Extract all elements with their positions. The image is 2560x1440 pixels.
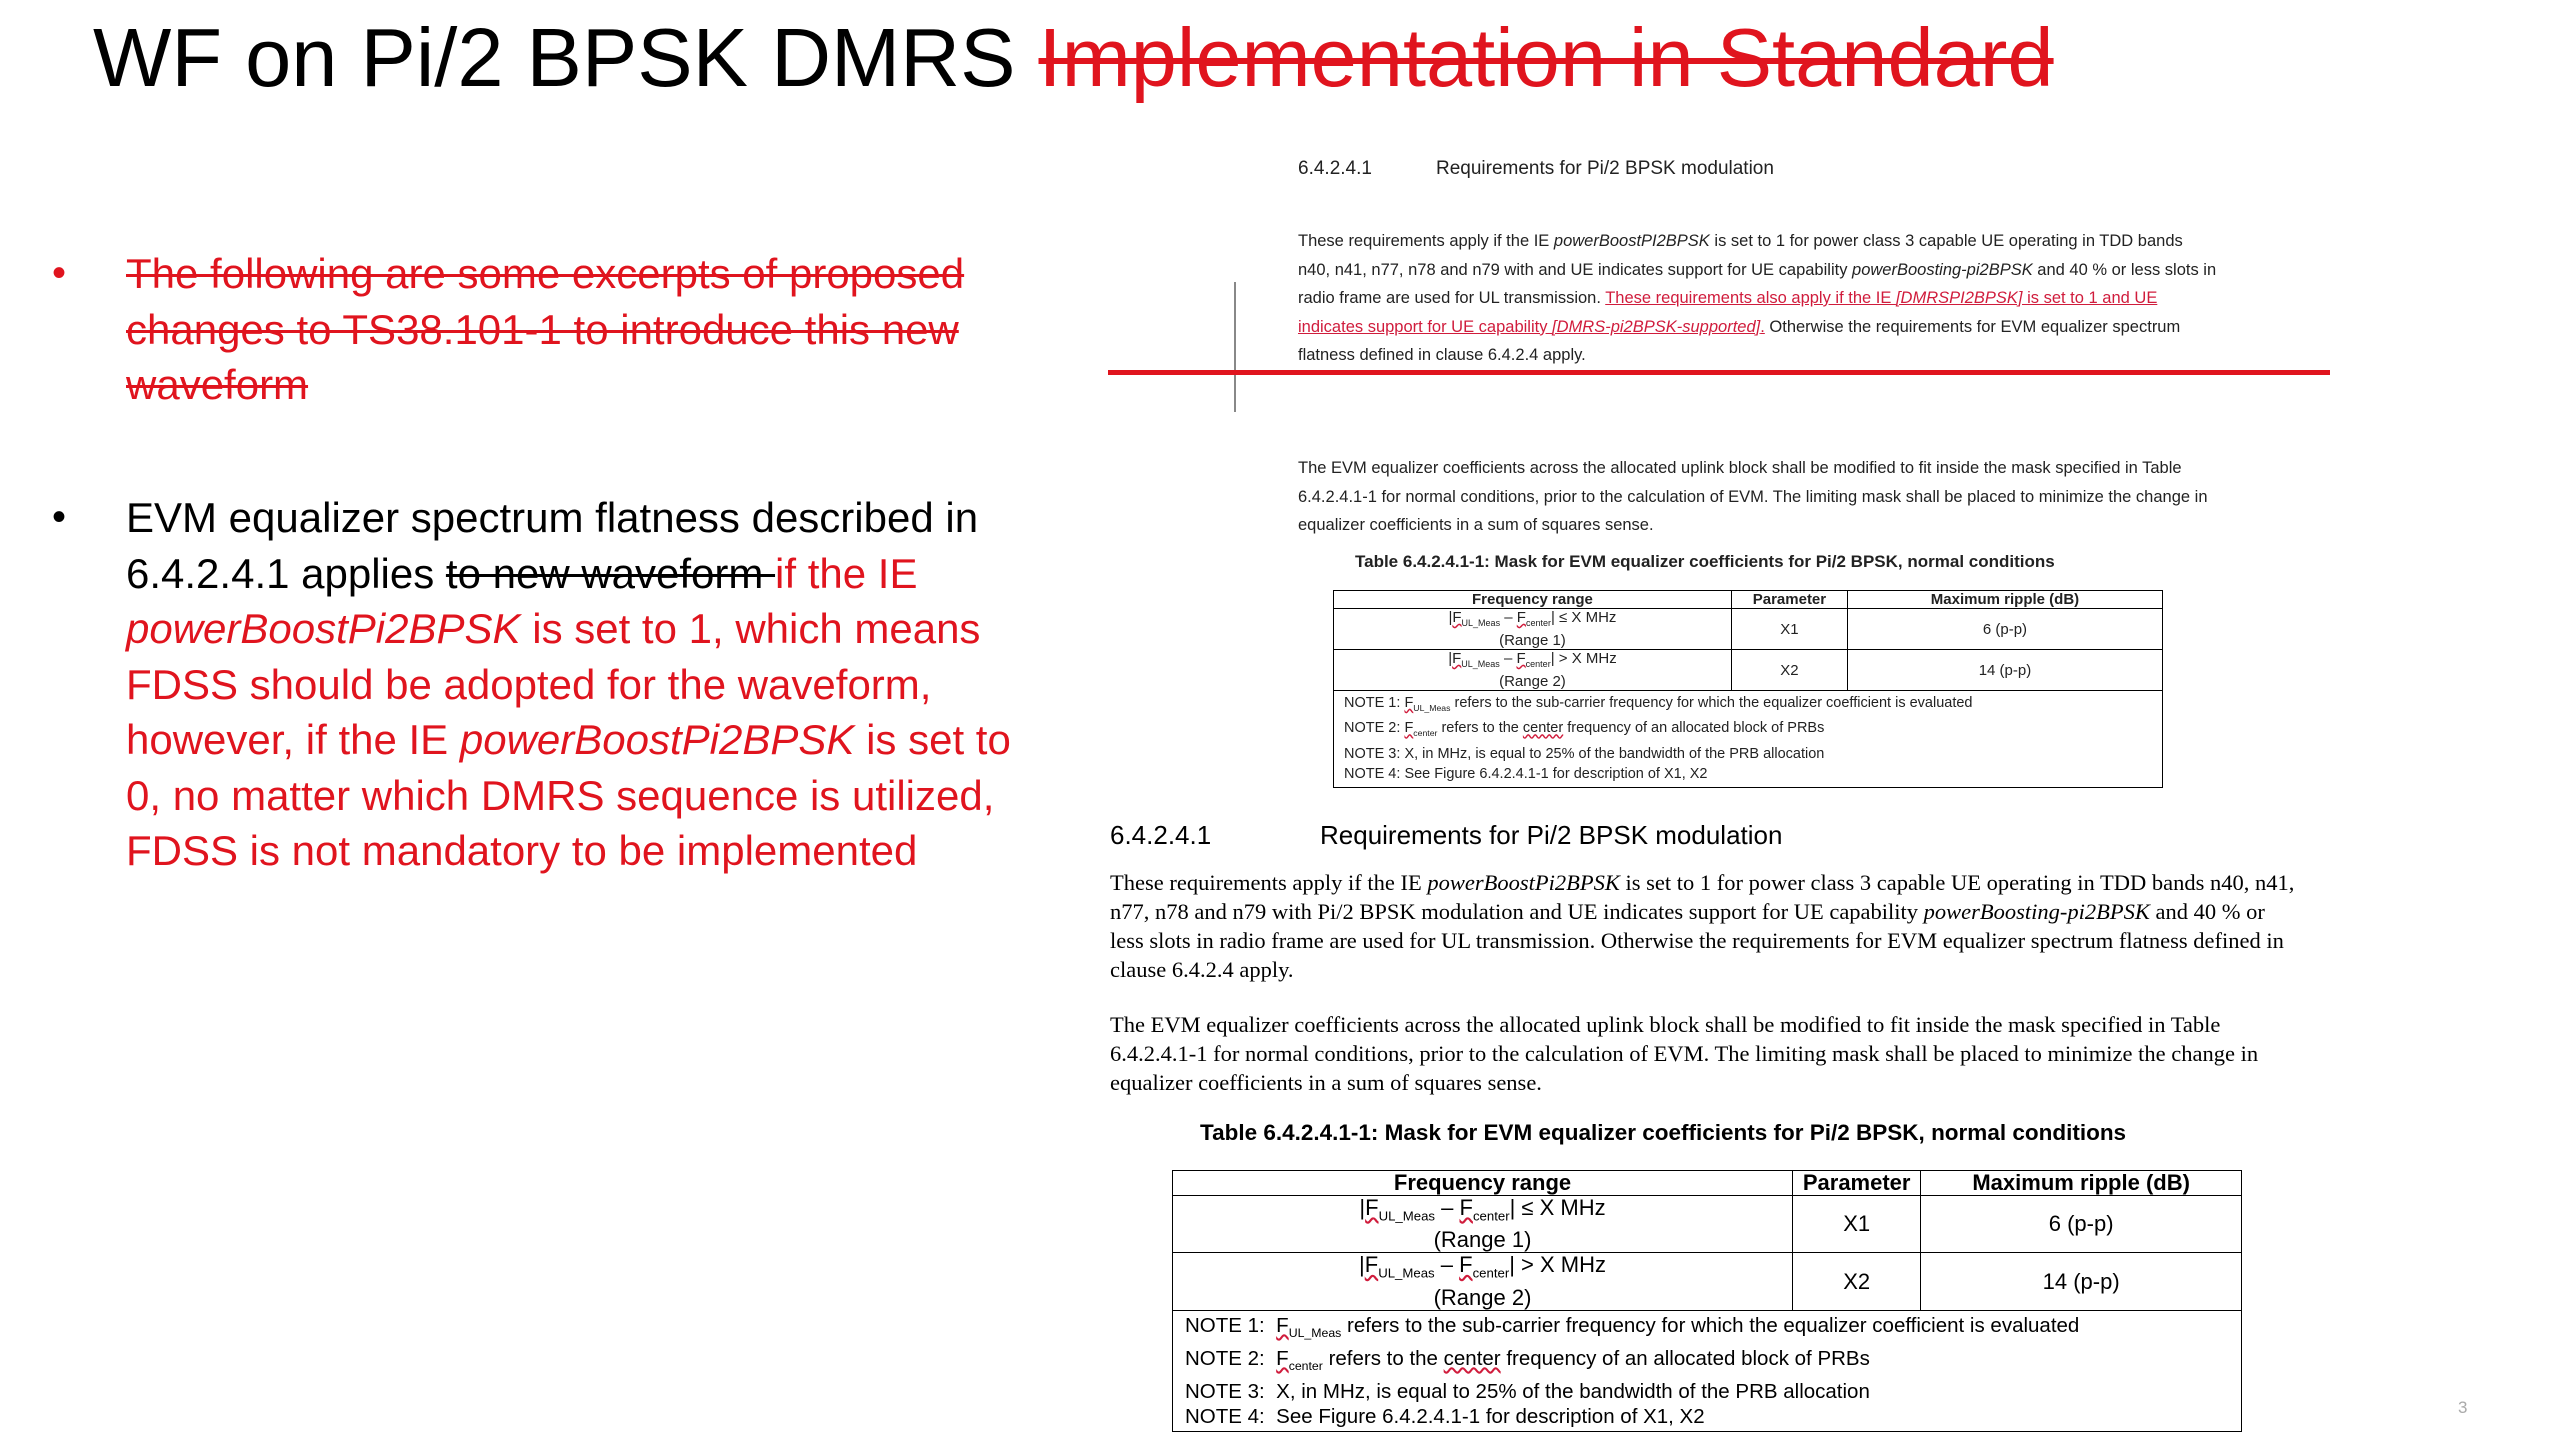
note-label: NOTE 2:	[1185, 1346, 1265, 1370]
f-sub: center	[1413, 728, 1438, 739]
note-text: See Figure 6.4.2.4.1-1 for description of X1, X2	[1276, 1404, 1705, 1428]
note-2	[1185, 1346, 2229, 1379]
f-symbol: F	[1276, 1313, 1289, 1337]
note-text: center	[1443, 1346, 1501, 1370]
param-x1: X1	[1731, 609, 1847, 650]
page-number: 3	[2458, 1398, 2468, 1417]
range-label: (Range 2)	[1433, 1284, 1532, 1310]
lower-paragraph-2: The EVM equalizer coefficients across the allocated uplink block shall be modified to fit inside the mask specified in Table 6.4.2.4.1-1 for normal conditions, prior to the calculation of EVM. The limiting mask shall be placed to minimize the change in equalizer coefficients in a sum of squares sense.	[1110, 1012, 2259, 1095]
note-1	[1185, 1313, 2229, 1346]
f-sub: center	[1472, 1265, 1510, 1281]
range-condition: ≤ X MHz	[1515, 1195, 1606, 1220]
title-main: WF on Pi/2 BPSK DMRS	[93, 11, 1039, 104]
range2-cell: $|F_{UL\_Meas} - F_{center}| > X$ MHz (Range 2)	[1173, 1253, 1793, 1310]
f-sub: center	[1525, 659, 1551, 669]
text-run: and 40 % or less slots in radio frame are used for UL transmission.	[1298, 260, 2217, 307]
lower-clause-title: Requirements for Pi/2 BPSK modulation	[1320, 820, 1783, 850]
bullet2-part1: EVM equalizer spectrum flatness described in 6.4.2.4.1 applies	[126, 494, 979, 597]
note-1	[1344, 693, 2152, 718]
f-symbol: F	[1365, 1195, 1379, 1220]
lower-paragraph-1	[1110, 868, 2300, 984]
range-condition: ≤ X MHz	[1554, 609, 1617, 626]
ie-name: powerBoostPi2BPSK	[1427, 870, 1620, 895]
header-max-ripple: Maximum ripple (dB)	[1847, 591, 2162, 609]
note-label: NOTE 3:	[1185, 1379, 1265, 1403]
header-parameter: Parameter	[1793, 1171, 1921, 1196]
header-parameter: Parameter	[1731, 591, 1847, 609]
note-text: center	[1522, 720, 1564, 737]
inserted-text: .	[1760, 317, 1765, 336]
upper-paragraph-1	[1298, 227, 2218, 370]
upper-clause-title: Requirements for Pi/2 BPSK modulation	[1436, 158, 1774, 179]
param-x1: X1	[1793, 1196, 1921, 1253]
note-label: NOTE 1:	[1185, 1313, 1265, 1337]
range1-cell: $|F_{UL\_Meas} - F_{center}| \le X$ MHz (Range 1)	[1173, 1196, 1793, 1253]
note-text: refers to the	[1437, 720, 1523, 737]
param-x2: X2	[1731, 650, 1847, 691]
bullet2-red-b: is set to 1, which means FDSS should be adopted for the waveform, however, if the IE	[126, 605, 981, 763]
note-text: frequency of an allocated block of PRBs	[1563, 720, 1825, 737]
range-condition: > X MHz	[1554, 650, 1617, 667]
param-x2: X2	[1793, 1253, 1921, 1310]
f-symbol: F	[1459, 1252, 1473, 1278]
header-frequency-range: Frequency range	[1334, 591, 1732, 609]
note-label: NOTE 4:	[1344, 766, 1401, 783]
ripple-range2: 14 (p-p)	[1847, 650, 2162, 691]
capability-name: powerBoosting-pi2BPSK	[1923, 899, 2150, 924]
ie-name: powerBoostPI2BPSK	[1553, 232, 1710, 250]
lower-clause-number: 6.4.2.4.1	[1110, 820, 1212, 850]
f-symbol: F	[1276, 1346, 1289, 1370]
lower-mask-table	[1172, 1170, 2242, 1432]
note-3	[1185, 1379, 2229, 1404]
text-run: These requirements apply if the IE	[1110, 870, 1428, 895]
inserted-text: These requirements also apply if the IE	[1605, 289, 1896, 307]
capability-name: powerBoosting-pi2BPSK	[1852, 260, 2033, 279]
bullet2-red-a: if the IE	[775, 549, 918, 597]
note-4	[1344, 764, 2152, 785]
table-notes	[1334, 691, 2163, 788]
f-symbol: F	[1404, 720, 1414, 737]
f-sub: UL_Meas	[1413, 702, 1451, 713]
bullet-marker: •	[52, 495, 67, 539]
note-text: refers to the sub-carrier frequency for which the equalizer coefficient is evaluated	[1341, 1313, 2080, 1337]
f-sub: UL_Meas	[1288, 1325, 1342, 1340]
upper-mask-table	[1333, 590, 2163, 788]
note-4	[1185, 1404, 2229, 1429]
header-frequency-range: Frequency range	[1173, 1171, 1793, 1196]
ripple-range1: 6 (p-p)	[1921, 1196, 2242, 1253]
bullet2-red-c: is set to 0, no matter which DMRS sequence is utilized, FDSS is not mandatory to be implemented	[126, 716, 1011, 874]
note-2	[1344, 718, 2152, 743]
f-symbol: F	[1404, 695, 1414, 711]
upper-clause-heading	[1298, 158, 1774, 180]
lower-table-caption: Table 6.4.2.4.1-1: Mask for EVM equalizer coefficients for Pi/2 BPSK, normal conditions	[1200, 1120, 2127, 1145]
f-sub: center	[1288, 1358, 1323, 1373]
bullet2-ie-name-a: powerBoostPi2BPSK	[126, 605, 521, 652]
note-text: refers to the sub-carrier frequency for which the equalizer coefficient is evaluated	[1450, 695, 1973, 711]
note-3	[1344, 744, 2152, 765]
red-strike-line	[1108, 370, 2330, 375]
note-text: X, in MHz, is equal to 25% of the bandwidth of the PRB allocation	[1404, 745, 1825, 762]
inserted-text: is set to 1 and UE indicates support for UE capability	[1298, 289, 2158, 336]
title-struck-text: Implementation in Standard	[1038, 11, 2054, 104]
f-sub: UL_Meas	[1461, 659, 1500, 669]
upper-clause-number: 6.4.2.4.1	[1298, 158, 1372, 179]
range-label: (Range 2)	[1499, 673, 1566, 690]
f-symbol: F	[1459, 1195, 1473, 1220]
text-run: These requirements apply if the IE	[1298, 232, 1554, 250]
range-condition: > X MHz	[1514, 1252, 1607, 1278]
note-text: X, in MHz, is equal to 25% of the bandwidth of the PRB allocation	[1276, 1379, 1870, 1403]
f-symbol: F	[1516, 650, 1526, 667]
note-text: refers to the	[1322, 1346, 1444, 1370]
bullet2-struck: to new waveform	[445, 549, 776, 597]
bullet1-text: The following are some excerpts of proposed changes to TS38.101-1 to introduce this new waveform	[126, 250, 965, 408]
text-run: is set to 1 for power class 3 capable UE operating in TDD bands n40, n41, n77, n78 and n79 with Pi/2 BPSK modulation and UE indicates support for UE capability	[1110, 870, 2295, 924]
inserted-capability-name: [DMRS-pi2BPSK-supported]	[1552, 317, 1761, 336]
bullet-marker: •	[52, 251, 67, 295]
f-sub: UL_Meas	[1378, 1265, 1435, 1281]
revision-bar	[1234, 282, 1236, 412]
bullet2-ie-name-b: powerBoostPi2BPSK	[459, 716, 855, 763]
note-label: NOTE 4:	[1185, 1404, 1265, 1428]
f-sub: center	[1525, 618, 1551, 628]
bullet2-text	[126, 490, 1056, 879]
note-text: frequency of an allocated block of PRBs	[1500, 1346, 1870, 1370]
text-run: and 40 % or less slots in radio frame are used for UL transmission. Otherwise the requirements for EVM equalizer spectrum flatness defined in clause 6.4.2.4 apply.	[1110, 899, 2284, 982]
note-label: NOTE 1:	[1344, 695, 1401, 711]
table-notes	[1173, 1310, 2242, 1431]
upper-table-caption: Table 6.4.2.4.1-1: Mask for EVM equalizer coefficients for Pi/2 BPSK, normal conditions	[1355, 552, 2055, 571]
slide-title	[93, 8, 2054, 108]
f-sub: UL_Meas	[1461, 618, 1501, 628]
f-symbol: F	[1452, 609, 1462, 626]
text-run: is set to 1 for power class 3 capable UE operating in TDD bands n40, n41, n77, n78 and n79 with and UE indicates support for UE capability	[1298, 232, 2183, 279]
note-label: NOTE 3:	[1344, 745, 1401, 762]
note-text: See Figure 6.4.2.4.1-1 for description of X1, X2	[1404, 766, 1708, 783]
f-sub: center	[1472, 1208, 1510, 1224]
f-symbol: F	[1516, 609, 1526, 626]
f-symbol: F	[1452, 650, 1462, 667]
lower-clause-heading	[1110, 820, 1782, 851]
note-label: NOTE 2:	[1344, 720, 1401, 737]
text-run: Otherwise the requirements for EVM equalizer spectrum flatness defined in clause 6.4.2.4 apply.	[1298, 317, 2181, 364]
header-max-ripple: Maximum ripple (dB)	[1921, 1171, 2242, 1196]
ripple-range1: 6 (p-p)	[1847, 609, 2162, 650]
range-label: (Range 1)	[1499, 632, 1566, 649]
f-sub: UL_Meas	[1378, 1208, 1436, 1224]
range1-cell: $|F_{UL\_Meas} - F_{center}| \le X$ MHz (Range 1)	[1334, 609, 1732, 650]
upper-paragraph-2: The EVM equalizer coefficients across the allocated uplink block shall be modified to fit inside the mask specified in Table 6.4.2.4.1-1 for normal conditions, prior to the calculation of EVM. The limiting mask shall be placed to minimize the change in equalizer coefficients in a sum of squares sense.	[1298, 459, 2208, 534]
range-label: (Range 1)	[1433, 1227, 1532, 1253]
f-symbol: F	[1364, 1252, 1379, 1278]
ripple-range2: 14 (p-p)	[1921, 1253, 2242, 1310]
inserted-ie-name: [DMRSPI2BPSK]	[1895, 289, 2023, 307]
range2-cell: $|F_{UL\_Meas} - F_{center}| > X$ MHz (Range 2)	[1334, 650, 1732, 691]
